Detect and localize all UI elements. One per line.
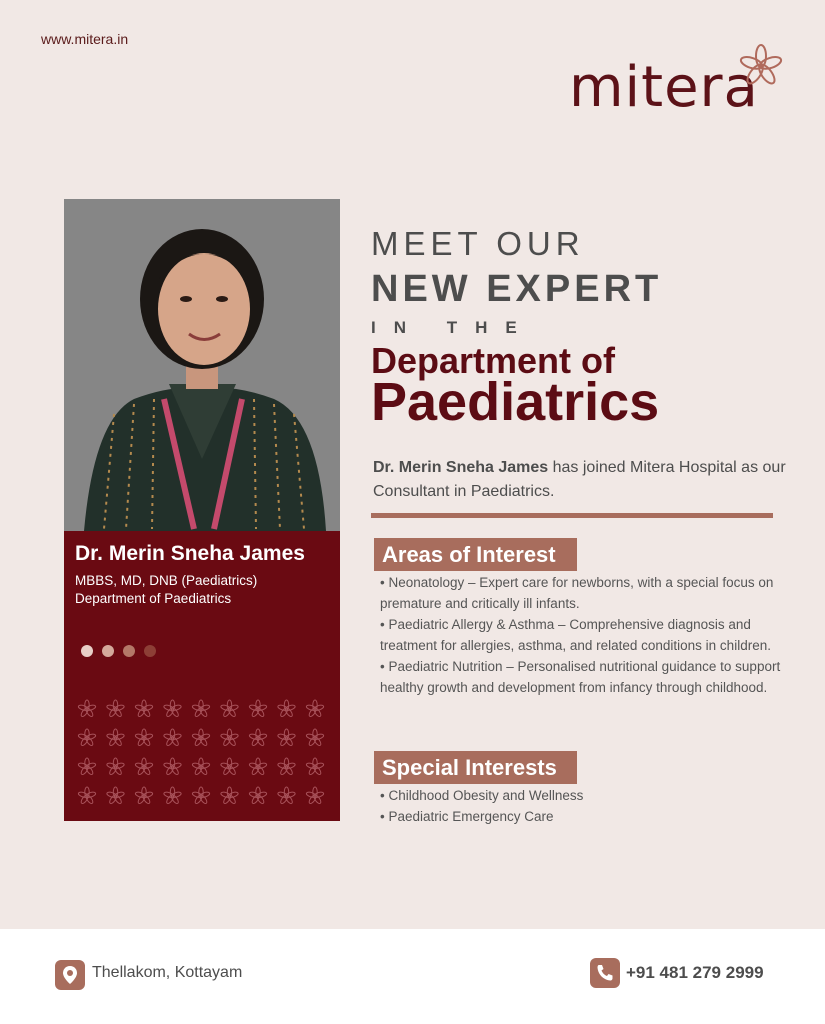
flower-motif-icon	[106, 700, 124, 718]
flower-motif-icon	[106, 758, 124, 776]
doctor-credentials	[75, 572, 257, 608]
flower-motif-icon	[249, 729, 267, 747]
list-item: • Paediatric Emergency Care	[380, 809, 554, 824]
doctor-name: Dr. Merin Sneha James	[75, 542, 305, 565]
flower-motif-icon	[135, 700, 153, 718]
flower-motif-icon	[78, 729, 96, 747]
intro-paragraph	[373, 456, 793, 504]
location-text: Thellakom, Kottayam	[92, 964, 243, 981]
flower-motif-icon	[306, 758, 324, 776]
carousel-dot[interactable]	[81, 645, 93, 657]
footer	[0, 929, 825, 1024]
flower-motif-icon	[78, 758, 96, 776]
flower-motif-icon	[249, 758, 267, 776]
flower-motif-icon	[277, 729, 295, 747]
flower-motif-icon	[163, 729, 181, 747]
location-pin-icon	[55, 960, 85, 990]
doctor-portrait-image	[64, 199, 340, 531]
list-item: • Neonatology – Expert care for newborns, with a special focus on premature and critically ill infants.	[380, 575, 774, 611]
list-item: • Paediatric Allergy & Asthma – Comprehensive diagnosis and treatment for allergies, asthma, and related conditions in children.	[380, 617, 771, 653]
headline-new-expert: NEW EXPERT	[371, 268, 663, 310]
flower-motif-icon	[135, 787, 153, 805]
phone-icon[interactable]	[590, 958, 620, 988]
flower-motif-icon	[192, 758, 210, 776]
headline-department-of: Department of	[371, 340, 616, 381]
flower-motif-icon	[135, 758, 153, 776]
flower-motif-icon	[220, 700, 238, 718]
logo-text: mitera	[569, 55, 759, 120]
intro-doctor-name: Dr. Merin Sneha James	[373, 459, 549, 476]
flower-motif-icon	[192, 729, 210, 747]
flower-motif-icon	[78, 787, 96, 805]
areas-of-interest-list	[380, 572, 790, 698]
flower-motif-icon	[306, 729, 324, 747]
flower-motif-icon	[135, 729, 153, 747]
flower-motif-icon	[163, 700, 181, 718]
flower-motif-icon	[277, 787, 295, 805]
headline-paediatrics: Paediatrics	[371, 372, 660, 432]
flower-motif-icon	[163, 758, 181, 776]
flower-motif-icon	[306, 787, 324, 805]
flower-motif-icon	[106, 787, 124, 805]
flower-motif-icon	[220, 729, 238, 747]
carousel-dots	[81, 645, 156, 657]
list-item: • Paediatric Nutrition – Personalised nutritional guidance to support healthy growth and development from infancy through childhood.	[380, 659, 781, 695]
doctor-photo	[64, 199, 340, 531]
headline-in-the: IN THE	[371, 318, 535, 337]
flower-motif-icon	[277, 700, 295, 718]
flower-motif-icon	[192, 700, 210, 718]
flower-motif-icon	[249, 700, 267, 718]
phone-number[interactable]: +91 481 279 2999	[626, 963, 764, 982]
flower-icon	[737, 42, 785, 90]
flower-motif-icon	[192, 787, 210, 805]
intro-text: has joined Mitera Hospital as our Consultant in Paediatrics.	[373, 459, 786, 500]
list-item: • Childhood Obesity and Wellness	[380, 788, 584, 803]
mitera-logo	[565, 42, 790, 132]
flower-motif-icon	[306, 700, 324, 718]
flower-motif-icon	[220, 787, 238, 805]
carousel-dot[interactable]	[123, 645, 135, 657]
flower-motif-icon	[163, 787, 181, 805]
special-interests-heading: Special Interests	[374, 751, 577, 784]
flower-motif-icon	[249, 787, 267, 805]
doctor-card	[64, 199, 340, 821]
flower-motif-icon	[277, 758, 295, 776]
headline-meet-our: MEET OUR	[371, 225, 585, 262]
website-url[interactable]: www.mitera.in	[41, 31, 129, 47]
flower-pattern	[77, 697, 327, 813]
special-interests-list	[380, 785, 790, 827]
carousel-dot[interactable]	[102, 645, 114, 657]
flower-motif-icon	[78, 700, 96, 718]
flower-motif-icon	[220, 758, 238, 776]
areas-of-interest-heading: Areas of Interest	[374, 538, 577, 571]
doctor-qualification: MBBS, MD, DNB (Paediatrics)	[75, 573, 258, 588]
carousel-dot[interactable]	[144, 645, 156, 657]
divider	[371, 513, 773, 518]
doctor-department: Department of Paediatrics	[75, 591, 232, 606]
flower-motif-icon	[106, 729, 124, 747]
